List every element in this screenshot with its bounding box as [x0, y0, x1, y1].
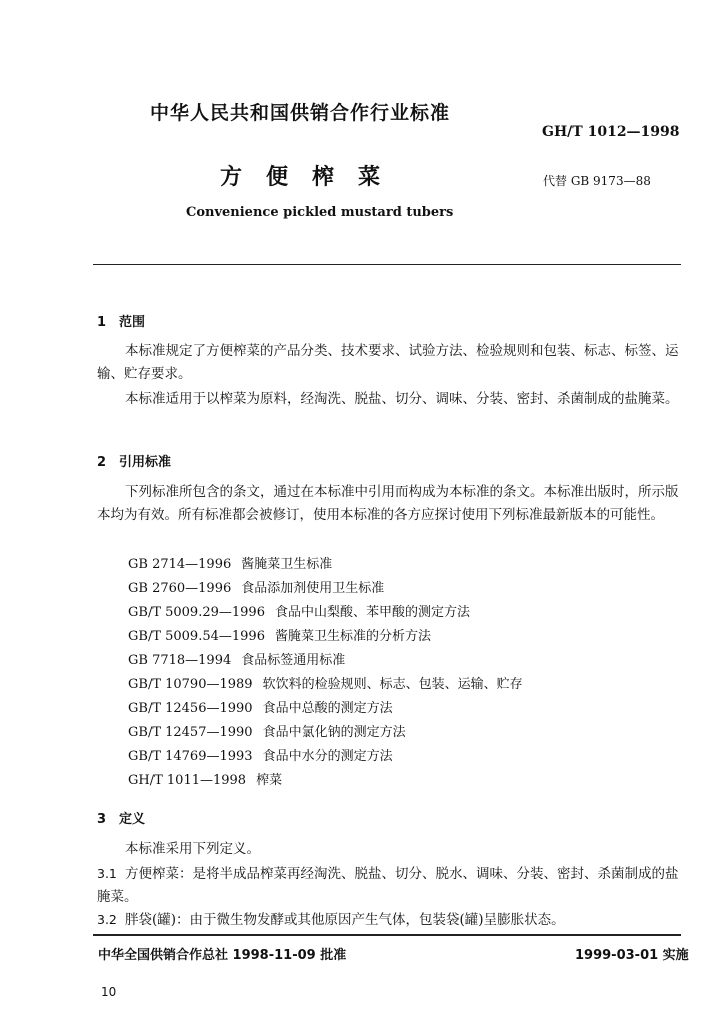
list-item	[128, 553, 523, 577]
ref-name: 酱腌菜卫生标准	[241, 557, 333, 572]
replaces-standard: 代替 GB 9173—88	[543, 174, 651, 188]
section-title: 引用标准	[119, 455, 172, 470]
english-title: Convenience pickled mustard tubers	[186, 205, 454, 220]
header-divider	[93, 264, 681, 265]
list-item	[128, 721, 523, 745]
definition-text: 方便榨菜：是将半成品榨菜再经淘洗、脱盐、切分、脱水、调味、分装、密封、杀菌制成的盐腌菜。	[97, 866, 679, 905]
page-title: 方便榨菜	[220, 165, 405, 190]
list-item	[128, 673, 523, 697]
standard-code: GH/T 1012—1998	[542, 124, 680, 140]
effective-date: 1999-03-01 实施	[575, 948, 689, 963]
paragraph-text: 本标准采用下列定义。	[125, 841, 260, 857]
definition-text: 胖袋(罐)：由于微生物发酵或其他原因产生气体，包装袋(罐)呈膨胀状态。	[125, 912, 565, 928]
ref-code: GB 2714—1996	[128, 557, 232, 572]
list-item	[128, 625, 523, 649]
list-item	[128, 769, 523, 793]
definition-number: 3.1	[97, 866, 117, 881]
section-title: 定义	[119, 812, 146, 827]
section-2-paragraph-1	[97, 481, 685, 527]
section-title: 范围	[119, 315, 146, 330]
definition-3-2	[97, 908, 685, 932]
section-1-paragraph-1	[97, 340, 685, 386]
section-1-paragraph-2	[97, 388, 685, 411]
ref-code: GB 7718—1994	[128, 653, 232, 668]
ref-name: 食品中总酸的测定方法	[262, 701, 393, 716]
ref-code: GB/T 10790—1989	[128, 677, 253, 692]
list-item	[128, 649, 523, 673]
ref-name: 食品标签通用标准	[241, 653, 346, 668]
section-number: 1	[97, 315, 107, 330]
section-2-heading	[97, 451, 171, 470]
ref-code: GB/T 14769—1993	[128, 749, 253, 764]
ref-code: GH/T 1011—1998	[128, 773, 247, 788]
ref-name: 食品中山梨酸、苯甲酸的测定方法	[274, 605, 470, 620]
ref-code: GB 2760—1996	[128, 581, 232, 596]
ref-name: 软饮料的检验规则、标志、包装、运输、贮存	[262, 677, 523, 692]
section-number: 3	[97, 812, 107, 827]
paragraph-text: 本标准适用于以榨菜为原料，经淘洗、脱盐、切分、调味、分装、密封、杀菌制成的盐腌菜。	[125, 391, 679, 407]
definition-3-1	[97, 862, 685, 909]
ref-code: GB/T 5009.54—1996	[128, 629, 265, 644]
paragraph-text: 下列标准所包含的条文，通过在本标准中引用而构成为本标准的条文。本标准出版时，所示版本均为有效。所有标准都会被修订，使用本标准的各方应探讨使用下列标准最新版本的可能性。	[97, 484, 679, 523]
ref-name: 酱腌菜卫生标准的分析方法	[274, 629, 431, 644]
page-number: 10	[101, 985, 117, 999]
approval-line: 中华全国供销合作总社 1998-11-09 批准	[98, 948, 347, 963]
ref-code: GB/T 12456—1990	[128, 701, 253, 716]
list-item	[128, 745, 523, 769]
ref-code: GB/T 12457—1990	[128, 725, 253, 740]
ref-name: 食品中氯化钠的测定方法	[262, 725, 406, 740]
definition-number: 3.2	[97, 912, 117, 927]
ref-name: 食品中水分的测定方法	[262, 749, 393, 764]
section-3-intro	[97, 838, 685, 861]
section-3-heading	[97, 808, 145, 827]
ref-name: 食品添加剂使用卫生标准	[241, 581, 385, 596]
footer-divider	[93, 934, 681, 936]
list-item	[128, 601, 523, 625]
ref-code: GB/T 5009.29—1996	[128, 605, 265, 620]
section-number: 2	[97, 455, 107, 470]
paragraph-text: 本标准规定了方便榨菜的产品分类、技术要求、试验方法、检验规则和包装、标志、标签、运输、贮存要求。	[97, 343, 679, 382]
referenced-standards-list	[128, 553, 523, 793]
list-item	[128, 697, 523, 721]
issuing-authority: 中华人民共和国供销合作行业标准	[150, 102, 451, 124]
section-1-heading	[97, 311, 145, 330]
list-item	[128, 577, 523, 601]
ref-name: 榨菜	[256, 773, 283, 788]
